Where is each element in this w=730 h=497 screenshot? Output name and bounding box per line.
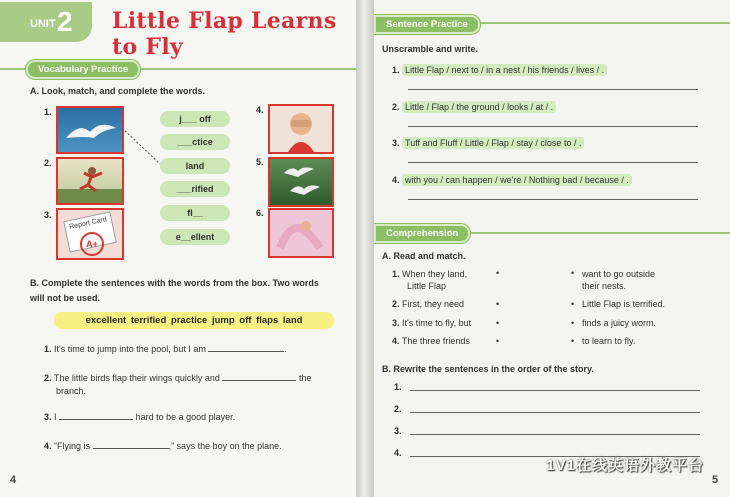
rewrite-number: 3. — [394, 426, 402, 436]
word-box-item: flaps — [256, 315, 279, 326]
word-1: j___ off — [160, 111, 230, 127]
word-box-item: jump off — [211, 315, 252, 326]
unit-number: 2 — [57, 6, 73, 37]
match-right-item: finds a juicy worm. — [582, 318, 657, 328]
sentence-practice-header: Sentence Practice — [374, 15, 480, 34]
scared-child-icon — [270, 106, 332, 152]
item-number: 2. — [392, 102, 400, 112]
page-number: 5 — [712, 474, 719, 486]
match-dot[interactable]: • — [496, 318, 500, 328]
word-2: ___ctice — [160, 134, 230, 150]
match-text: First, they need — [402, 299, 465, 309]
word-box-item: land — [282, 315, 303, 326]
item-number: 2. — [44, 158, 52, 168]
sentence-3 — [44, 412, 235, 422]
match-dot[interactable]: • — [496, 336, 500, 346]
scrambled-text: with you / can happen / we're / Nothing bad / because / . — [402, 174, 632, 186]
match-left-item — [392, 318, 471, 328]
match-right-item: Little Flap is terrified. — [582, 299, 666, 309]
rewrite-number: 2. — [394, 404, 402, 414]
left-page — [0, 0, 356, 497]
sentence-text: . — [284, 344, 287, 354]
match-dashed-line — [120, 126, 162, 168]
sentence-number: 4. — [44, 441, 52, 451]
sentence-text: The little birds flap their wings quickly and — [53, 373, 220, 383]
report-card-text: Report Card — [68, 216, 108, 231]
answer-line[interactable] — [408, 89, 698, 90]
item-number: 3. — [392, 138, 400, 148]
item-number: 4. — [256, 105, 264, 115]
match-text: When they land, — [402, 269, 468, 279]
match-left-item — [392, 268, 467, 292]
match-dot[interactable]: • — [496, 299, 500, 309]
item-number: 1. — [44, 107, 52, 117]
unscramble-item — [392, 175, 632, 185]
flying-birds-picture — [268, 157, 334, 207]
rewrite-title: B. Rewrite the sentences in the order of the story. — [382, 364, 594, 374]
word-4: ___rified — [160, 181, 230, 197]
vocabulary-practice-header: Vocabulary Practice — [26, 60, 140, 79]
item-number: 1. — [392, 65, 400, 75]
part-a-title: A. Look, match, and complete the words. — [30, 86, 206, 96]
answer-line[interactable] — [410, 434, 700, 435]
answer-blank[interactable] — [59, 419, 133, 420]
match-dot[interactable]: • — [571, 299, 575, 309]
item-number: 2. — [392, 299, 400, 309]
item-number: 5. — [256, 157, 264, 167]
word-3: land — [160, 158, 230, 174]
match-dot[interactable]: • — [571, 268, 575, 278]
sentence-text: ,” says the boy on the plane. — [168, 441, 282, 451]
word-box-item: excellent — [85, 315, 127, 326]
unit-label: UNIT — [30, 18, 56, 30]
watermark-text: 1V1在线英语外教平台 — [546, 457, 704, 474]
item-number: 3. — [392, 318, 400, 328]
flying-birds-icon — [270, 159, 332, 205]
match-dot[interactable]: • — [571, 336, 575, 346]
word-6: e__ellent — [160, 229, 230, 245]
answer-line[interactable] — [410, 412, 700, 413]
sentence-number: 1. — [44, 344, 52, 354]
sentence-2 — [44, 372, 344, 398]
sentence-text: hard to be a good player. — [135, 412, 236, 422]
unscramble-title: Unscramble and write. — [382, 44, 479, 54]
scrambled-text: Little / Flap / the ground / looks / at / . — [402, 101, 556, 113]
match-right-item: to learn to fly. — [582, 336, 636, 346]
match-left-item — [392, 336, 470, 346]
answer-line[interactable] — [410, 390, 700, 391]
answer-line[interactable] — [408, 199, 698, 200]
match-dot[interactable]: • — [496, 268, 500, 278]
sentence-text: the — [298, 373, 312, 383]
sentence-4 — [44, 441, 282, 451]
match-dot[interactable]: • — [571, 318, 575, 328]
match-text: Little Flap — [407, 281, 447, 291]
seagull-picture — [56, 106, 124, 154]
unscramble-item — [392, 65, 607, 75]
item-number: 4. — [392, 336, 400, 346]
answer-blank[interactable] — [222, 380, 296, 381]
grade-text: A+ — [80, 232, 104, 256]
rewrite-number: 1. — [394, 382, 402, 392]
jumping-boy-picture — [56, 157, 124, 205]
item-number: 4. — [392, 175, 400, 185]
sentence-text: It's time to jump into the pool, but I am — [54, 344, 206, 354]
match-right-item — [582, 268, 655, 292]
page-title: Little Flap Learns to Fly — [112, 8, 337, 60]
sentence-number: 3. — [44, 412, 52, 422]
read-match-title: A. Read and match. — [382, 251, 466, 261]
answer-line[interactable] — [408, 162, 698, 163]
book-spine — [356, 0, 374, 497]
scared-child-picture — [268, 104, 334, 154]
unscramble-item — [392, 102, 556, 112]
jumping-boy-icon — [58, 159, 122, 203]
report-card-picture — [56, 208, 124, 260]
sentence-text: “Flying is — [54, 441, 91, 451]
scrambled-text: Little Flap / next to / in a nest / his friends / lives / . — [402, 64, 607, 76]
match-left-item — [392, 299, 464, 309]
item-number: 3. — [44, 210, 52, 220]
word-box-item: terrified — [130, 315, 167, 326]
unit-badge — [0, 2, 92, 42]
sentence-number: 2. — [44, 373, 52, 383]
answer-blank[interactable] — [93, 448, 169, 449]
match-text: want to go outside — [582, 269, 656, 279]
match-text: The three friends — [401, 336, 470, 346]
answer-line[interactable] — [408, 126, 698, 127]
unscramble-item — [392, 138, 584, 148]
right-page — [374, 0, 730, 497]
answer-blank[interactable] — [208, 351, 284, 352]
word-5: fl__ — [160, 205, 230, 221]
part-b-title: B. Complete the sentences with the words from the box. Two words will not be used. — [30, 278, 319, 303]
word-box-item: practice — [170, 315, 208, 326]
sentence-1 — [44, 344, 287, 354]
yoga-girl-icon — [270, 210, 332, 256]
comprehension-header: Comprehension — [374, 224, 470, 243]
item-number: 6. — [256, 208, 264, 218]
match-text: their nests. — [582, 281, 627, 291]
rewrite-number: 4. — [394, 448, 402, 458]
sentence-text: I — [54, 412, 57, 422]
word-box — [54, 312, 334, 329]
scrambled-text: Tuff and Fluff / Little / Flap / stay / close to / . — [402, 137, 584, 149]
sentence-text: branch. — [56, 386, 87, 396]
yoga-girl-picture — [268, 208, 334, 258]
page-number: 4 — [10, 474, 17, 486]
seagull-icon — [58, 108, 122, 152]
match-text: It's time to fly, but — [402, 318, 472, 328]
item-number: 1. — [392, 269, 400, 279]
